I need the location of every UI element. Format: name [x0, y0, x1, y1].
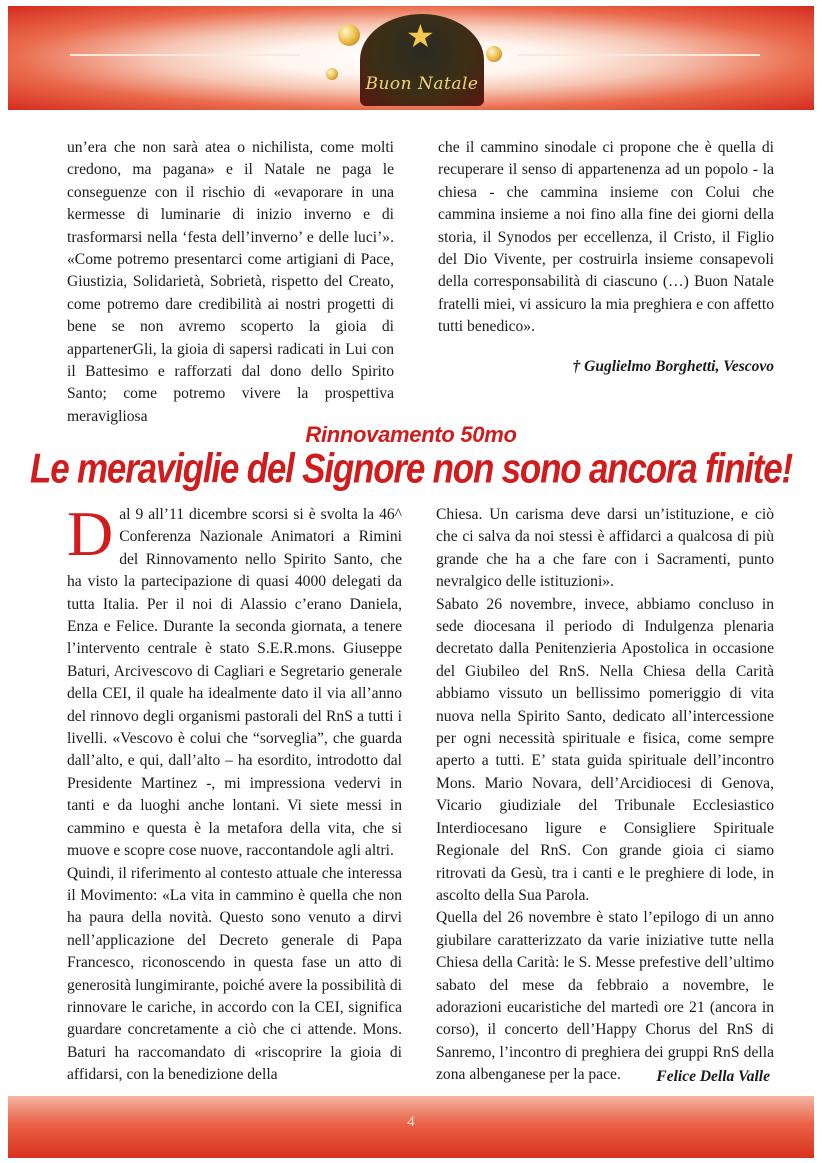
article-left-column [67, 498, 402, 1087]
paragraph: Chiesa. Un carisma deve darsi un’istituzione, e ciò che ci salva da noi stessi è affidarci a qualcosa di più grande che ha a che fare con i Sacramenti, punto nevralgico delle istituzioni». [436, 506, 774, 591]
top-right-column [438, 137, 774, 339]
paragraph [67, 498, 402, 863]
bishop-signature: † Guglielmo Borghetti, Vescovo [572, 358, 774, 375]
ornament-icon [486, 46, 502, 62]
banner-caption: Buon Natale [365, 74, 479, 94]
article-right-column [436, 504, 774, 1087]
paragraph: un’era che non sarà atea o nichilista, come molti credono, ma pagana» e il Natale ne paga le conseguenze con il rischio di «evaporare in una kermesse di luminarie di inizio inverno e di trasformarsi nella ‘festa dell’inverno’ e delle luci’». «Come potremo presentarci come artigiani di Pace, Giustizia, Solidarietà, Sobrietà, rispetto del Creato, come potremo dare credibilità ai nostri progetti di bene se non avremo scoperto la gioia di appartenerGli, la gioia di sapersi radicati in Lui con il Battesimo e rafforzati dal dono dello Spirito Santo; come potremo vivere la prospettiva meravigliosa [67, 139, 394, 425]
footer-banner [8, 1096, 814, 1158]
paragraph: Quella del 26 novembre è stato l’epilogo di un anno giubilare caratterizzato da varie iniziative tutte nella Chiesa della Carità: le S. Messe prefestive dell’ultimo sabato del mese da febbraio a novembre, le adorazioni eucaristiche del martedì ore 21 (ancora in corso), il concerto dell’Happy Chorus del RnS di Sanremo, l’incontro di preghiera dei gruppi RnS della zona albenganese per la pace. [436, 909, 774, 1084]
paragraph: Quindi, il riferimento al contesto attuale che interessa il Movimento: «La vita in cammino è quella che non ha paura della novità. Questo sono venuto a dirvi nell’applicazione del Decreto generale di Papa Francesco, riconoscendo in questa fase un atto di generosità lungimirante, poiché avere la possibilità di rinnovare le cariche, in accordo con la CEI, significa guardare concretamente a ciò che ci attende. Mons. Baturi ha raccomandato di «riscoprire la gioia di affidarsi, con la benedizione della [67, 864, 402, 1084]
header-rule-right [518, 54, 760, 56]
paragraph: Sabato 26 novembre, invece, abbiamo concluso in sede diocesana il periodo di Indulgenza plenaria decretato dalla Penitenzieria Apostolica in occasione del Giubileo del RnS. Nella Chiesa della Carità abbiamo vissuto un bellissimo pomeriggio di vita nuova nella Spirito Santo, dedicato all’intercessione per ogni necessità spirituale e fisica, come sempre aperto a tutti. E’ stata guida spirituale dell’incontro Mons. Mario Novara, dell’Arcidiocesi di Genova, Vicario giudiziale del Tribunale Ecclesiastico Interdiocesano ligure e Consigliere Spirituale Regionale del RnS. Con grande gioia ci siamo ritrovati da Gesù, tra i canti e le preghiere di lode, in ascolto della Sua Parola. [436, 595, 774, 904]
header-rule-left [70, 54, 300, 56]
article-kicker: Rinnovamento 50mo [305, 422, 517, 447]
paragraph-text: al 9 all’11 dicembre scorsi si è svolta la 46^ Conferenza Nazionale Animatori a Rimini del Rinnovamento nello Spirito Santo, che ha visto la partecipazione di quasi 4000 delegati da tutta Italia. Per il noi di Alassio c’erano Daniela, Enza e Felice. Durante la seconda giornata, a tenere l’intervento centrale è stato S.E.R.mons. Giuseppe Baturi, Arcivescovo di Cagliari e Segretario generale della CEI, il quale ha idealmente dato il via all’anno del rinnovo degli organismi pastorali del RnS a tutti i livelli. «Vescovo è colui che “sorveglia”, che guarda dall’alto, e qui, dall’alto – ha esordito, introdotto dal Presidente Martinez -, mi impressiona vedervi in tanti e da luoghi anche lontani. Vi siete messi in cammino e questa è la metafora della vita, che si muove e scopre cose nuove, raccontandole agli altri. [67, 506, 402, 860]
ornament-icon [326, 68, 338, 80]
page-number: 4 [407, 1114, 415, 1130]
top-left-column [67, 137, 394, 428]
christmas-emblem [360, 14, 484, 106]
author-signature: Felice Della Valle [656, 1068, 770, 1085]
article-headline: Le meraviglie del Signore non sono ancora finite! [30, 446, 792, 493]
star-icon: ★ [406, 18, 435, 54]
ornament-icon [338, 24, 360, 46]
header-banner [8, 6, 814, 110]
paragraph: che il cammino sinodale ci propone che è quella di recuperare il senso di appartenenza ad un popolo - la chiesa - che cammina insieme con Colui che cammina insieme a noi fino alla fine dei giorni della storia, il Synodos per eccellenza, il Cristo, il Figlio del Dio Vivente, per costruirla insieme consapevoli della corresponsabilità di ciascuno (…) Buon Natale fratelli miei, vi assicuro la mia preghiera e con affetto tutti benedico». [438, 139, 774, 336]
drop-cap: D [67, 498, 114, 569]
